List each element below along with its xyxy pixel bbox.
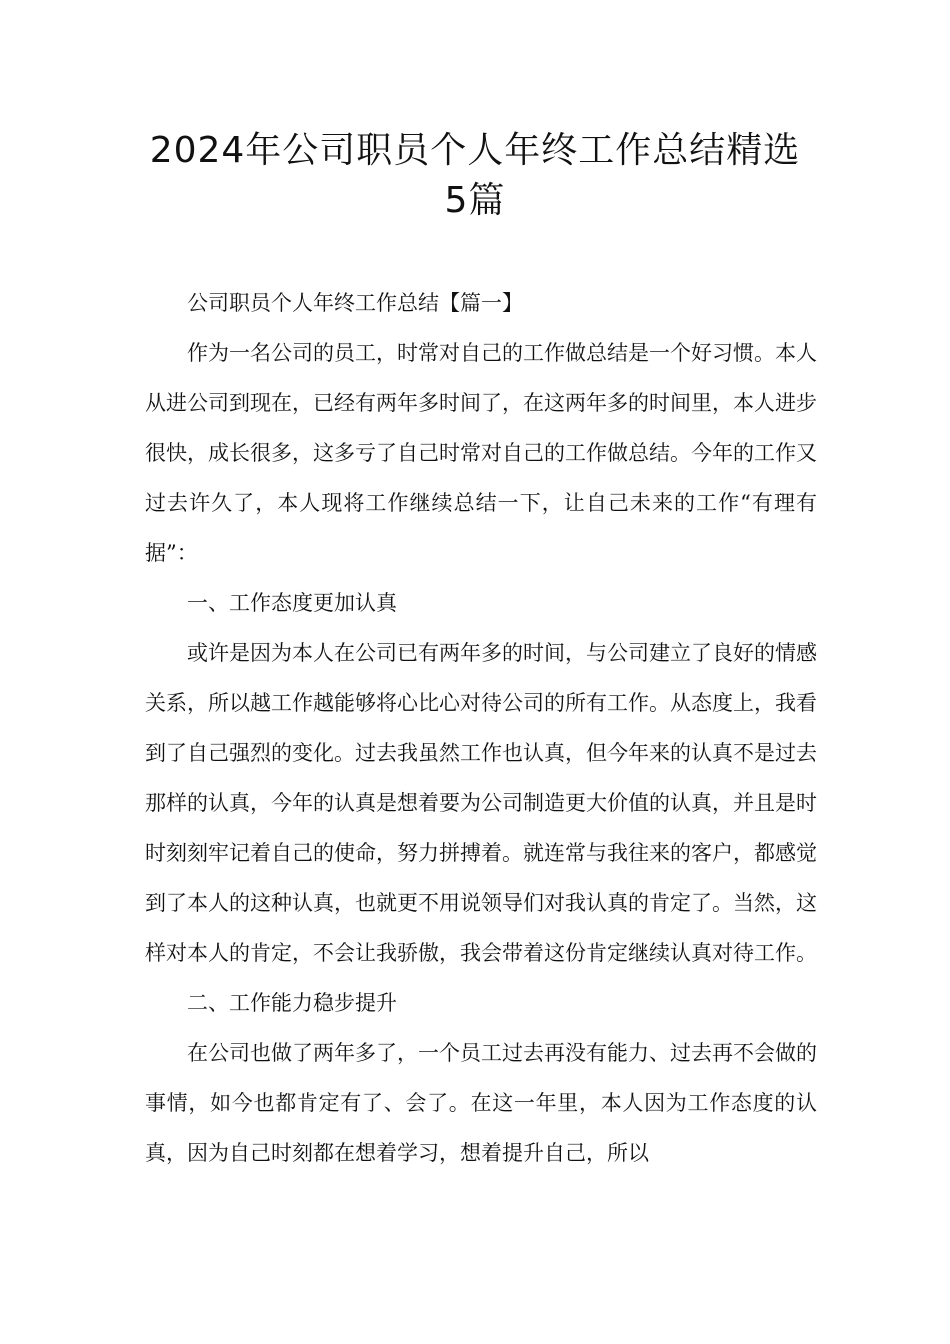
document-body	[145, 278, 817, 1178]
section-title: 公司职员个人年终工作总结【篇一】	[187, 291, 523, 315]
heading-work-attitude: 一、工作态度更加认真	[187, 591, 397, 615]
document-title	[120, 126, 830, 226]
paragraph-intro: 作为一名公司的员工，时常对自己的工作做总结是一个好习惯。本人从进公司到现在，已经有两年多时间了，在这两年多的时间里，本人进步很快，成长很多，这多亏了自己时常对自己的工作做总结。今年的工作又过去许久了，本人现将工作继续总结一下，让自己未来的工作“有理有据”：	[145, 341, 817, 565]
title-line-1: 2024年公司职员个人年终工作总结精选	[149, 130, 801, 171]
heading-work-ability: 二、工作能力稳步提升	[187, 991, 397, 1015]
paragraph-work-attitude: 或许是因为本人在公司已有两年多的时间，与公司建立了良好的情感关系，所以越工作越能够将心比心对待公司的所有工作。从态度上，我看到了自己强烈的变化。过去我虽然工作也认真，但今年来的认真不是过去那样的认真，今年的认真是想着要为公司制造更大价值的认真，并且是时时刻刻牢记着自己的使命，努力拼搏着。就连常与我往来的客户，都感觉到了本人的这种认真，也就更不用说领导们对我认真的肯定了。当然，这样对本人的肯定，不会让我骄傲，我会带着这份肯定继续认真对待工作。	[145, 641, 817, 965]
paragraph-work-ability: 在公司也做了两年多了，一个员工过去再没有能力、过去再不会做的事情，如今也都肯定有了、会了。在这一年里，本人因为工作态度的认真，因为自己时刻都在想着学习，想着提升自己，所以	[145, 1041, 817, 1165]
title-line-2: 5篇	[444, 180, 506, 221]
